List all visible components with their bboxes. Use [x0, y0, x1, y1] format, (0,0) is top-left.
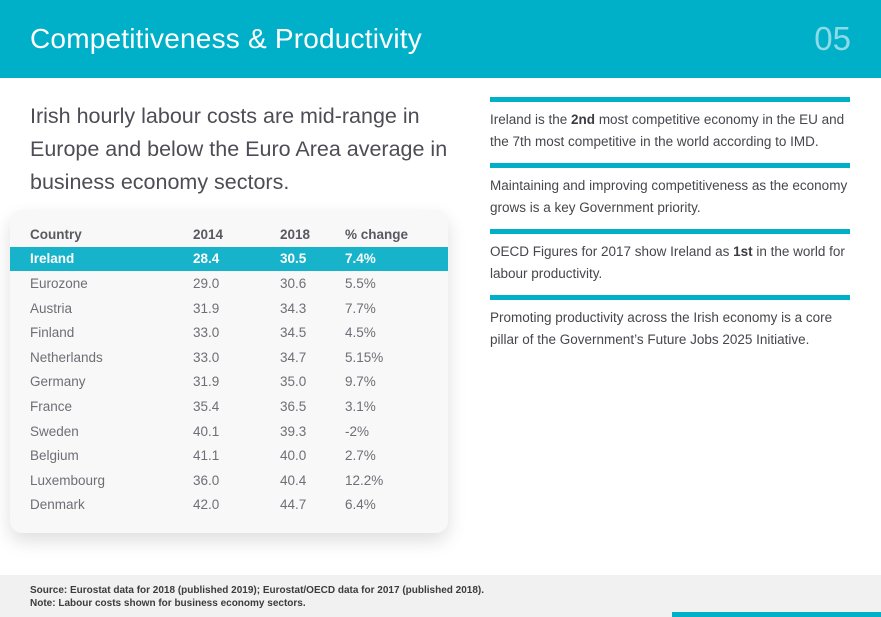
- country-cell: Sweden: [30, 423, 79, 439]
- country-cell: France: [30, 398, 73, 414]
- country-cell: Denmark: [30, 497, 85, 513]
- footer-bar: [0, 575, 881, 617]
- value-cell: 33.0: [193, 325, 220, 341]
- table-row-luxembourg: [10, 468, 448, 493]
- page-number: 05: [814, 20, 851, 57]
- fact-text: Ireland is the 2nd most competitive economy in the EU and the 7th most competitive in the world according to IMD.: [490, 112, 845, 149]
- value-cell: 2.7%: [345, 448, 376, 464]
- value-cell: 31.9: [193, 300, 220, 316]
- country-cell: Austria: [30, 300, 73, 316]
- value-cell: 36.5: [280, 398, 307, 414]
- table-row-netherlands: [10, 345, 448, 370]
- country-cell: Eurozone: [30, 275, 88, 291]
- fact-text: OECD Figures for 2017 show Ireland as 1st in the world for labour productivity.: [490, 244, 845, 281]
- fact-block-4: [490, 295, 850, 350]
- value-cell: 35.0: [280, 374, 307, 390]
- column-header-2: 2018: [280, 226, 311, 242]
- fact-block-2: [490, 163, 850, 218]
- value-cell: 9.7%: [345, 374, 376, 390]
- value-cell: 40.4: [280, 472, 307, 488]
- table-row-eurozone: [10, 271, 448, 296]
- footnote: Note: Labour costs shown for business economy sectors.: [30, 598, 306, 609]
- value-cell: -2%: [345, 423, 370, 439]
- value-cell: 35.4: [193, 398, 220, 414]
- column-header-3: % change: [345, 226, 409, 242]
- header-bar: [0, 0, 881, 78]
- table-row-france: [10, 394, 448, 419]
- value-cell: 30.6: [280, 275, 307, 291]
- value-cell: 36.0: [193, 472, 220, 488]
- country-cell: Ireland: [30, 251, 75, 267]
- value-cell: 4.5%: [345, 325, 376, 341]
- value-cell: 3.1%: [345, 398, 376, 414]
- table-row-germany: [10, 370, 448, 395]
- value-cell: 34.7: [280, 349, 307, 365]
- country-cell: Belgium: [30, 448, 79, 464]
- country-cell: Finland: [30, 325, 75, 341]
- intro-text: Irish hourly labour costs are mid-range in Europe and below the Euro Area average in business economy sectors.: [30, 104, 448, 194]
- table-row-finland: [10, 320, 448, 345]
- value-cell: 33.0: [193, 349, 220, 365]
- value-cell: 28.4: [193, 251, 220, 267]
- facts-column: [490, 97, 850, 361]
- value-cell: 42.0: [193, 497, 220, 513]
- main-content: [0, 78, 881, 575]
- value-cell: 7.7%: [345, 300, 376, 316]
- fact-text: Maintaining and improving competitiveness as the economy grows is a key Government priority.: [490, 178, 848, 215]
- value-cell: 12.2%: [345, 472, 384, 488]
- value-cell: 40.0: [280, 448, 307, 464]
- value-cell: 31.9: [193, 374, 220, 390]
- value-cell: 7.4%: [345, 251, 376, 267]
- value-cell: 39.3: [280, 423, 307, 439]
- column-header-0: Country: [30, 226, 82, 242]
- value-cell: 30.5: [280, 251, 307, 267]
- fact-block-3: [490, 229, 850, 284]
- value-cell: 41.1: [193, 448, 220, 464]
- value-cell: 44.7: [280, 497, 307, 513]
- value-cell: 34.5: [280, 325, 307, 341]
- value-cell: 40.1: [193, 423, 220, 439]
- value-cell: 5.5%: [345, 275, 376, 291]
- value-cell: 5.15%: [345, 349, 384, 365]
- table-row-belgium: [10, 443, 448, 468]
- fact-block-1: [490, 97, 850, 152]
- page-title: Competitiveness & Productivity: [30, 23, 422, 54]
- value-cell: 29.0: [193, 275, 220, 291]
- table-row-austria: [10, 296, 448, 321]
- fact-text: Promoting productivity across the Irish economy is a core pillar of the Government’s Future Jobs 2025 Initiative.: [490, 310, 833, 347]
- footer-accent-strip: [672, 612, 881, 617]
- labour-costs-card: [10, 210, 448, 533]
- value-cell: 34.3: [280, 300, 307, 316]
- country-cell: Germany: [30, 374, 86, 390]
- labour-costs-table: [10, 222, 448, 517]
- country-cell: Netherlands: [30, 349, 103, 365]
- table-row-denmark: [10, 493, 448, 518]
- country-cell: Luxembourg: [30, 472, 106, 488]
- source-note: Source: Eurostat data for 2018 (published 2019); Eurostat/OECD data for 2017 (published 2018).: [30, 585, 485, 596]
- column-header-1: 2014: [193, 226, 224, 242]
- value-cell: 6.4%: [345, 497, 376, 513]
- table-row-ireland: [10, 247, 448, 272]
- table-row-sweden: [10, 419, 448, 444]
- table-header-row: [10, 222, 448, 247]
